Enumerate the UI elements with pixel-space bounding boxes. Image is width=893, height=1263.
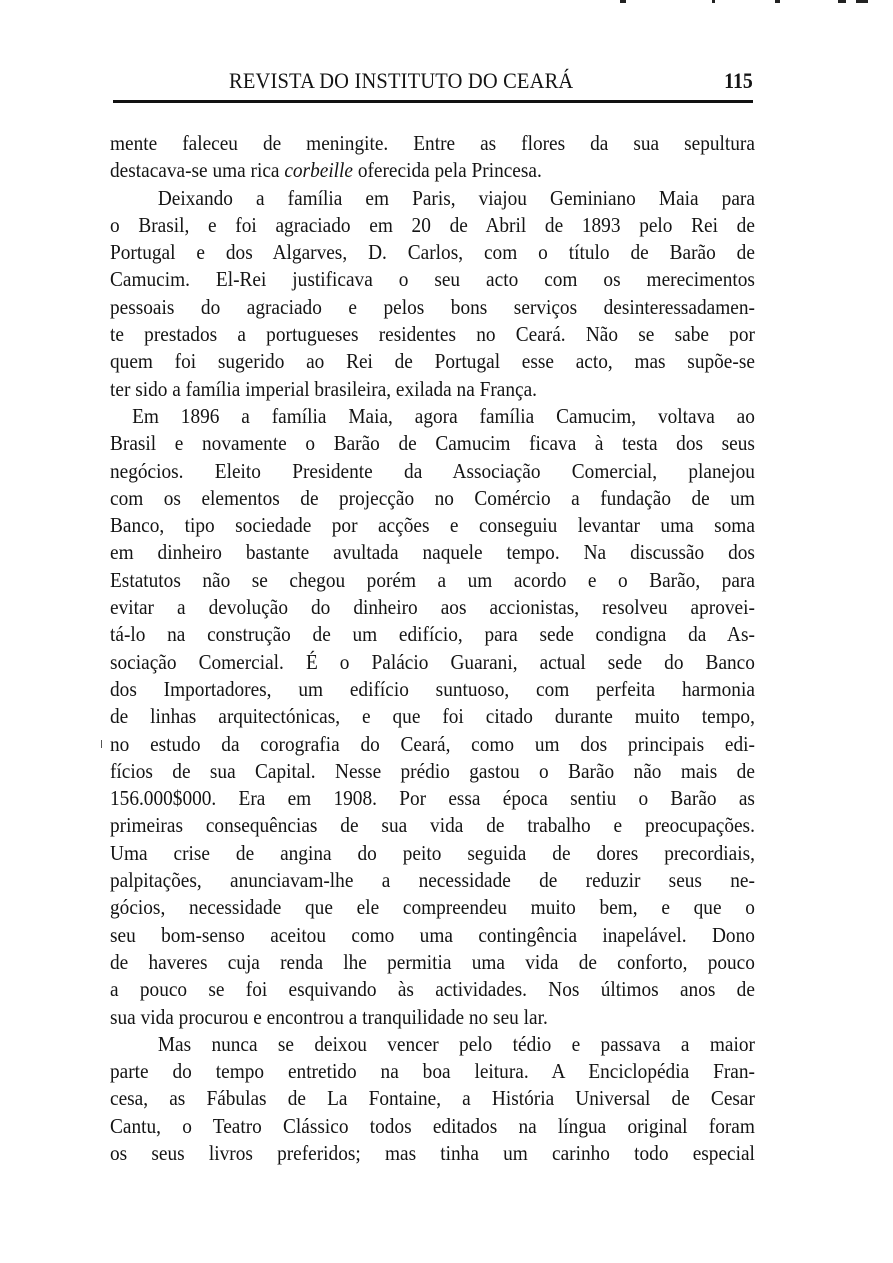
text-line: no estudo da corografia do Ceará, como um dos principais edi- bbox=[110, 731, 755, 756]
scan-artifact bbox=[838, 0, 846, 3]
text-line: de haveres cuja renda lhe permitia uma vida de conforto, pouco bbox=[110, 949, 755, 974]
text-line: tá-lo na construção de um edifício, para sede condigna da As- bbox=[110, 622, 755, 647]
paragraph-start-line: Mas nunca se deixou vencer pelo tédio e passava a maior bbox=[157, 1031, 755, 1056]
text-line: com os elementos de projecção no Comércio a fundação de um bbox=[110, 485, 755, 510]
text-line: 156.000$000. Era em 1908. Por essa época sentiu o Barão as bbox=[110, 786, 755, 811]
paragraph-start-line: Deixando a família em Paris, viajou Geminiano Maia para bbox=[157, 185, 755, 210]
text-line: a pouco se foi esquivando às actividades. Nos últimos anos de bbox=[110, 977, 755, 1002]
text-line: dos Importadores, um edifício suntuoso, com perfeita harmonia bbox=[110, 676, 755, 701]
text-line: Uma crise de angina do peito seguida de dores precordiais, bbox=[110, 840, 755, 865]
running-title: REVISTA DO INSTITUTO DO CEARÁ bbox=[229, 68, 574, 93]
running-head bbox=[113, 66, 753, 98]
text-line: gócios, necessidade que ele compreendeu muito bem, e que o bbox=[110, 895, 755, 920]
text-line: Estatutos não se chegou porém a um acordo e o Barão, para bbox=[110, 567, 755, 592]
text-line: o Brasil, e foi agraciado em 20 de Abril de 1893 pelo Rei de bbox=[110, 212, 755, 237]
text-line: palpitações, anunciavam-lhe a necessidade de reduzir seus ne- bbox=[110, 868, 755, 893]
text-line: sua vida procurou e encontrou a tranquilidade no seu lar. bbox=[110, 1004, 548, 1029]
text-line: primeiras consequências de sua vida de trabalho e preocupações. bbox=[110, 813, 755, 838]
body-text bbox=[110, 130, 755, 1167]
scan-artifact bbox=[775, 0, 780, 3]
text-line: negócios. Eleito Presidente da Associação Comercial, planejou bbox=[110, 458, 755, 483]
paragraph-start-line: Em 1896 a família Maia, agora família Camucim, voltava ao bbox=[132, 403, 755, 428]
margin-mark bbox=[101, 740, 102, 748]
text-line: Portugal e dos Algarves, D. Carlos, com o título de Barão de bbox=[110, 240, 755, 265]
text-line: em dinheiro bastante avultada naquele tempo. Na discussão dos bbox=[110, 540, 755, 565]
page-number: 115 bbox=[724, 68, 753, 93]
text-line: pessoais do agraciado e pelos bons serviços desinteressadamen- bbox=[110, 294, 755, 319]
text-line: Cantu, o Teatro Clássico todos editados na língua original foram bbox=[110, 1113, 755, 1138]
text-line: os seus livros preferidos; mas tinha um carinho todo especial bbox=[110, 1140, 755, 1165]
text-line: cesa, as Fábulas de La Fontaine, a História Universal de Cesar bbox=[110, 1086, 755, 1111]
text-line: Camucim. El-Rei justificava o seu acto com os merecimentos bbox=[110, 267, 755, 292]
scan-artifact bbox=[620, 0, 626, 3]
italic-term: corbeille bbox=[284, 158, 353, 183]
text-line: ter sido a família imperial brasileira, exilada na França. bbox=[110, 376, 538, 401]
text-line: te prestados a portugueses residentes no Ceará. Não se sabe por bbox=[110, 322, 755, 347]
scan-artifact bbox=[856, 0, 868, 3]
text-line: Banco, tipo sociedade por acções e conseguiu levantar uma soma bbox=[110, 513, 755, 538]
text-line: destacava-se uma rica corbeille oferecida pela Princesa. bbox=[110, 158, 542, 183]
text-line: Brasil e novamente o Barão de Camucim ficava à testa dos seus bbox=[110, 431, 755, 456]
text-line: sociação Comercial. É o Palácio Guarani, actual sede do Banco bbox=[110, 649, 755, 674]
text-line: evitar a devolução do dinheiro aos accionistas, resolveu aprovei- bbox=[110, 595, 755, 620]
text-line: mente faleceu de meningite. Entre as flores da sua sepultura bbox=[110, 131, 755, 155]
text-line: seu bom-senso aceitou como uma contingência inapelável. Dono bbox=[110, 922, 755, 947]
scan-artifact bbox=[712, 0, 715, 3]
text-line: fícios de sua Capital. Nesse prédio gastou o Barão não mais de bbox=[110, 758, 755, 783]
text-line: quem foi sugerido ao Rei de Portugal esse acto, mas supõe-se bbox=[110, 349, 755, 374]
header-rule bbox=[113, 100, 753, 103]
text-line: de linhas arquitectónicas, e que foi citado durante muito tempo, bbox=[110, 704, 755, 729]
text-line: parte do tempo entretido na boa leitura. A Enciclopédia Fran- bbox=[110, 1059, 755, 1084]
